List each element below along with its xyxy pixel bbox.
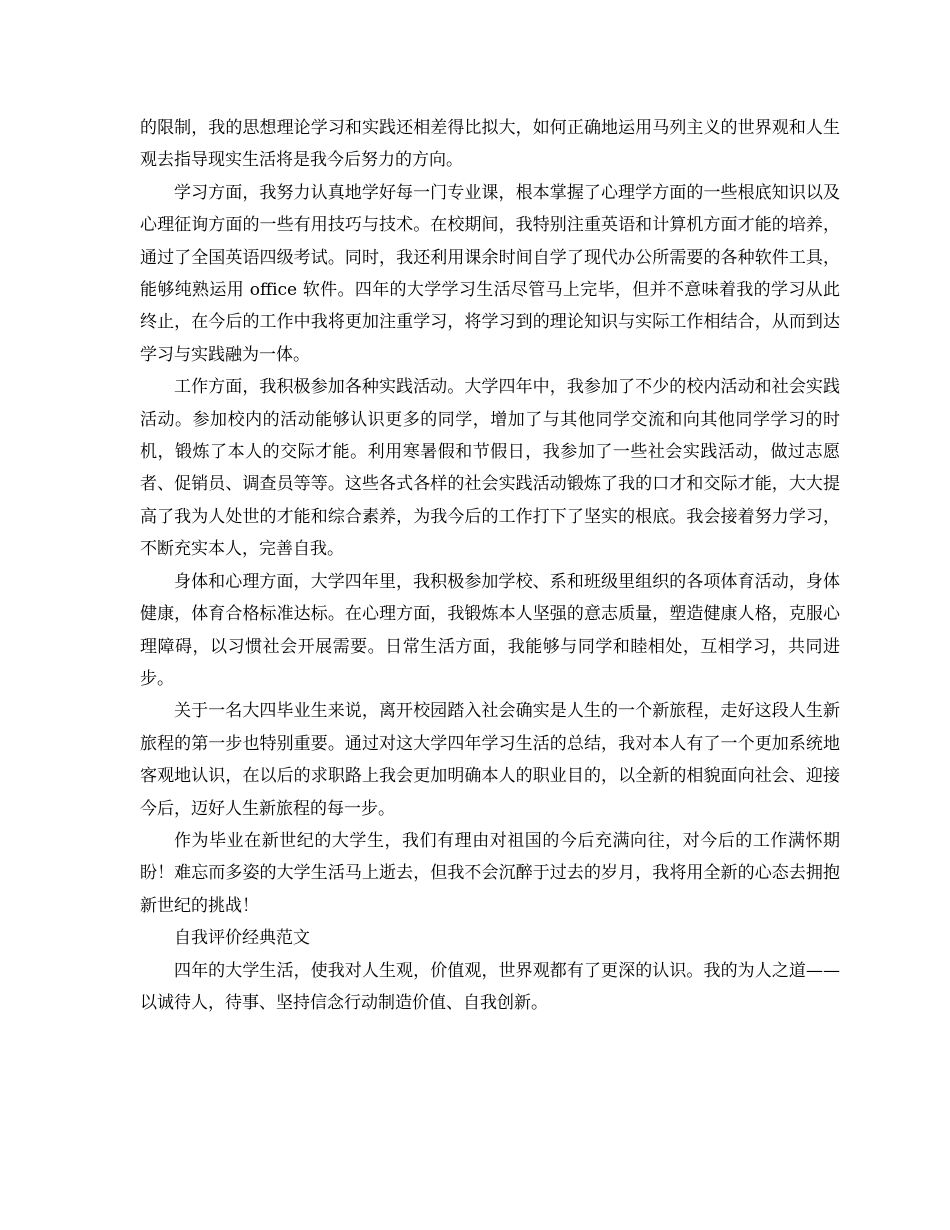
paragraph-graduate: 关于一名大四毕业生来说，离开校园踏入社会确实是人生的一个新旅程，走好这段人生新旅程的第一步也特别重要。通过对这大学四年学习生活的总结，我对本人有了一个更加系统地客观地认识，在以后的求职路上我会更加明确本人的职业目的，以全新的相貌面向社会、迎接今后，迈好人生新旅程的每一步。	[140, 701, 840, 819]
paragraph-continuation: 的限制，我的思想理论学习和实践还相差得比拟大，如何正确地运用马列主义的世界观和人生观去指导现实生活将是我今后努力的方向。	[140, 118, 840, 171]
paragraph-study: 学习方面，我努力认真地学好每一门专业课，根本掌握了心理学方面的一些根底知识以及心理征询方面的一些有用技巧与技术。在校期间，我特别注重英语和计算机方面才能的培养，通过了全国英语四级考试。同时，我还利用课余时间自学了现代办公所需要的各种软件工具，能够纯熟运用 office 软件。四年的大学学习生活尽管马上完毕，但并不意味着我的学习从此终止，在今后的工作中我将更加注重学习，将学习到的理论知识与实际工作相结合，从而到达学习与实践融为一体。	[140, 182, 840, 365]
paragraph-health: 身体和心理方面，大学四年里，我积极参加学校、系和班级里组织的各项体育活动，身体健康，体育合格标准达标。在心理方面，我锻炼本人坚强的意志质量，塑造健康人格，克服心理障碍，以习惯社会开展需要。日常生活方面，我能够与同学和睦相处，互相学习，共同进步。	[140, 571, 840, 689]
paragraph-work: 工作方面，我积极参加各种实践活动。大学四年中，我参加了不少的校内活动和社会实践活动。参加校内的活动能够认识更多的同学，增加了与其他同学交流和向其他同学学习的时机，锻炼了本人的交际才能。利用寒暑假和节假日，我参加了一些社会实践活动，做过志愿者、促销员、调查员等等。这些各式各样的社会实践活动锻炼了我的口才和交际才能，大大提高了我为人处世的才能和综合素养，为我今后的工作打下了坚实的根底。我会接着努力学习，不断充实本人，完善自我。	[140, 377, 840, 560]
paragraph-outlook: 作为毕业在新世纪的大学生，我们有理由对祖国的今后充满向往，对今后的工作满怀期盼！难忘而多姿的大学生活马上逝去，但我不会沉醉于过去的岁月，我将用全新的心态去拥抱新世纪的挑战！	[140, 830, 840, 916]
paragraph-self-evaluation: 四年的大学生活，使我对人生观，价值观，世界观都有了更深的认识。我的为人之道——以诚待人，待事、坚持信念行动制造价值、自我创新。	[140, 960, 840, 1013]
section-heading: 自我评价经典范文	[174, 928, 310, 949]
